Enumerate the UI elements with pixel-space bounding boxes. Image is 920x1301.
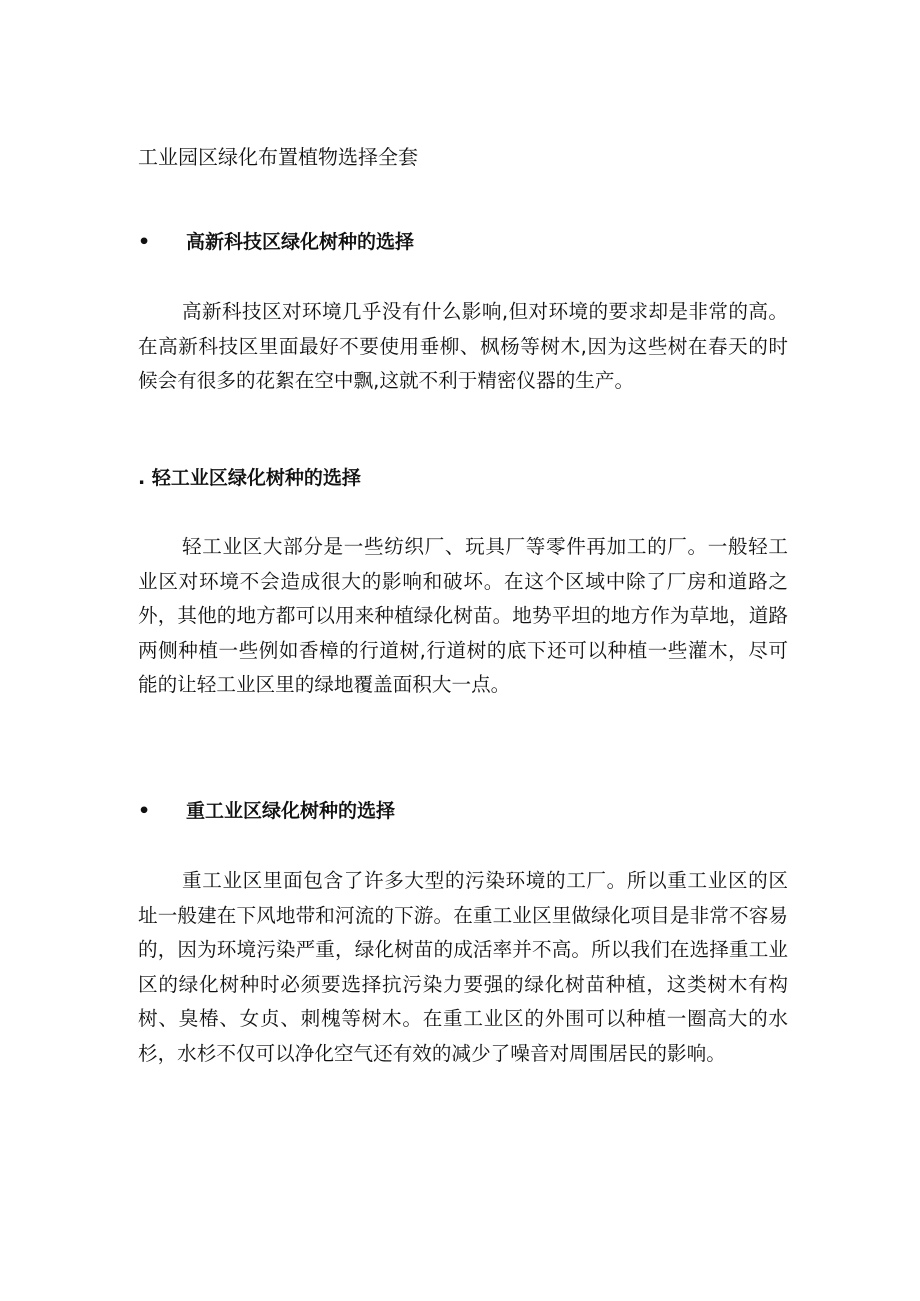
section-heading-heavy-industry <box>138 797 395 825</box>
section-heading-text: 重工业区绿化树种的选择 <box>186 800 396 822</box>
bullet-marker: • <box>138 800 151 822</box>
bullet-marker: • <box>138 231 151 253</box>
section-heading-text: . 轻工业区绿化树种的选择 <box>138 467 361 489</box>
section-heading-high-tech <box>138 228 414 256</box>
section-heading-light-industry <box>138 464 361 492</box>
document-title: 工业园区绿化布置植物选择全套 <box>138 145 418 169</box>
section-body-high-tech: 高新科技区对环境几乎没有什么影响,但对环境的要求却是非常的高。在高新科技区里面最好不要使用垂柳、枫杨等树木,因为这些树在春天的时候会有很多的花絮在空中飘,这就不利于精密仪器的生产。 <box>138 300 788 392</box>
section-body-heavy-industry: 重工业区里面包含了许多大型的污染环境的工厂。所以重工业区的区址一般建在下风地带和河流的下游。在重工业区里做绿化项目是非常不容易的，因为环境污染严重，绿化树苗的成活率并不高。所以我们在选择重工业区的绿化树种时必须要选择抗污染力要强的绿化树苗种植，这类树木有构树、臭椿、女贞、刺槐等树木。在重工业区的外围可以种植一圈高大的水杉，水杉不仅可以净化空气还有效的减少了噪音对周围居民的影响。 <box>138 869 788 1065</box>
section-body-light-industry: 轻工业区大部分是一些纺织厂、玩具厂等零件再加工的厂。一般轻工业区对环境不会造成很大的影响和破坏。在这个区域中除了厂房和道路之外，其他的地方都可以用来种植绿化树苗。地势平坦的地方作为草地，道路两侧种植一些例如香樟的行道树,行道树的底下还可以种植一些灌木，尽可能的让轻工业区里的绿地覆盖面积大一点。 <box>138 535 788 696</box>
section-heading-text: 高新科技区绿化树种的选择 <box>186 231 415 253</box>
